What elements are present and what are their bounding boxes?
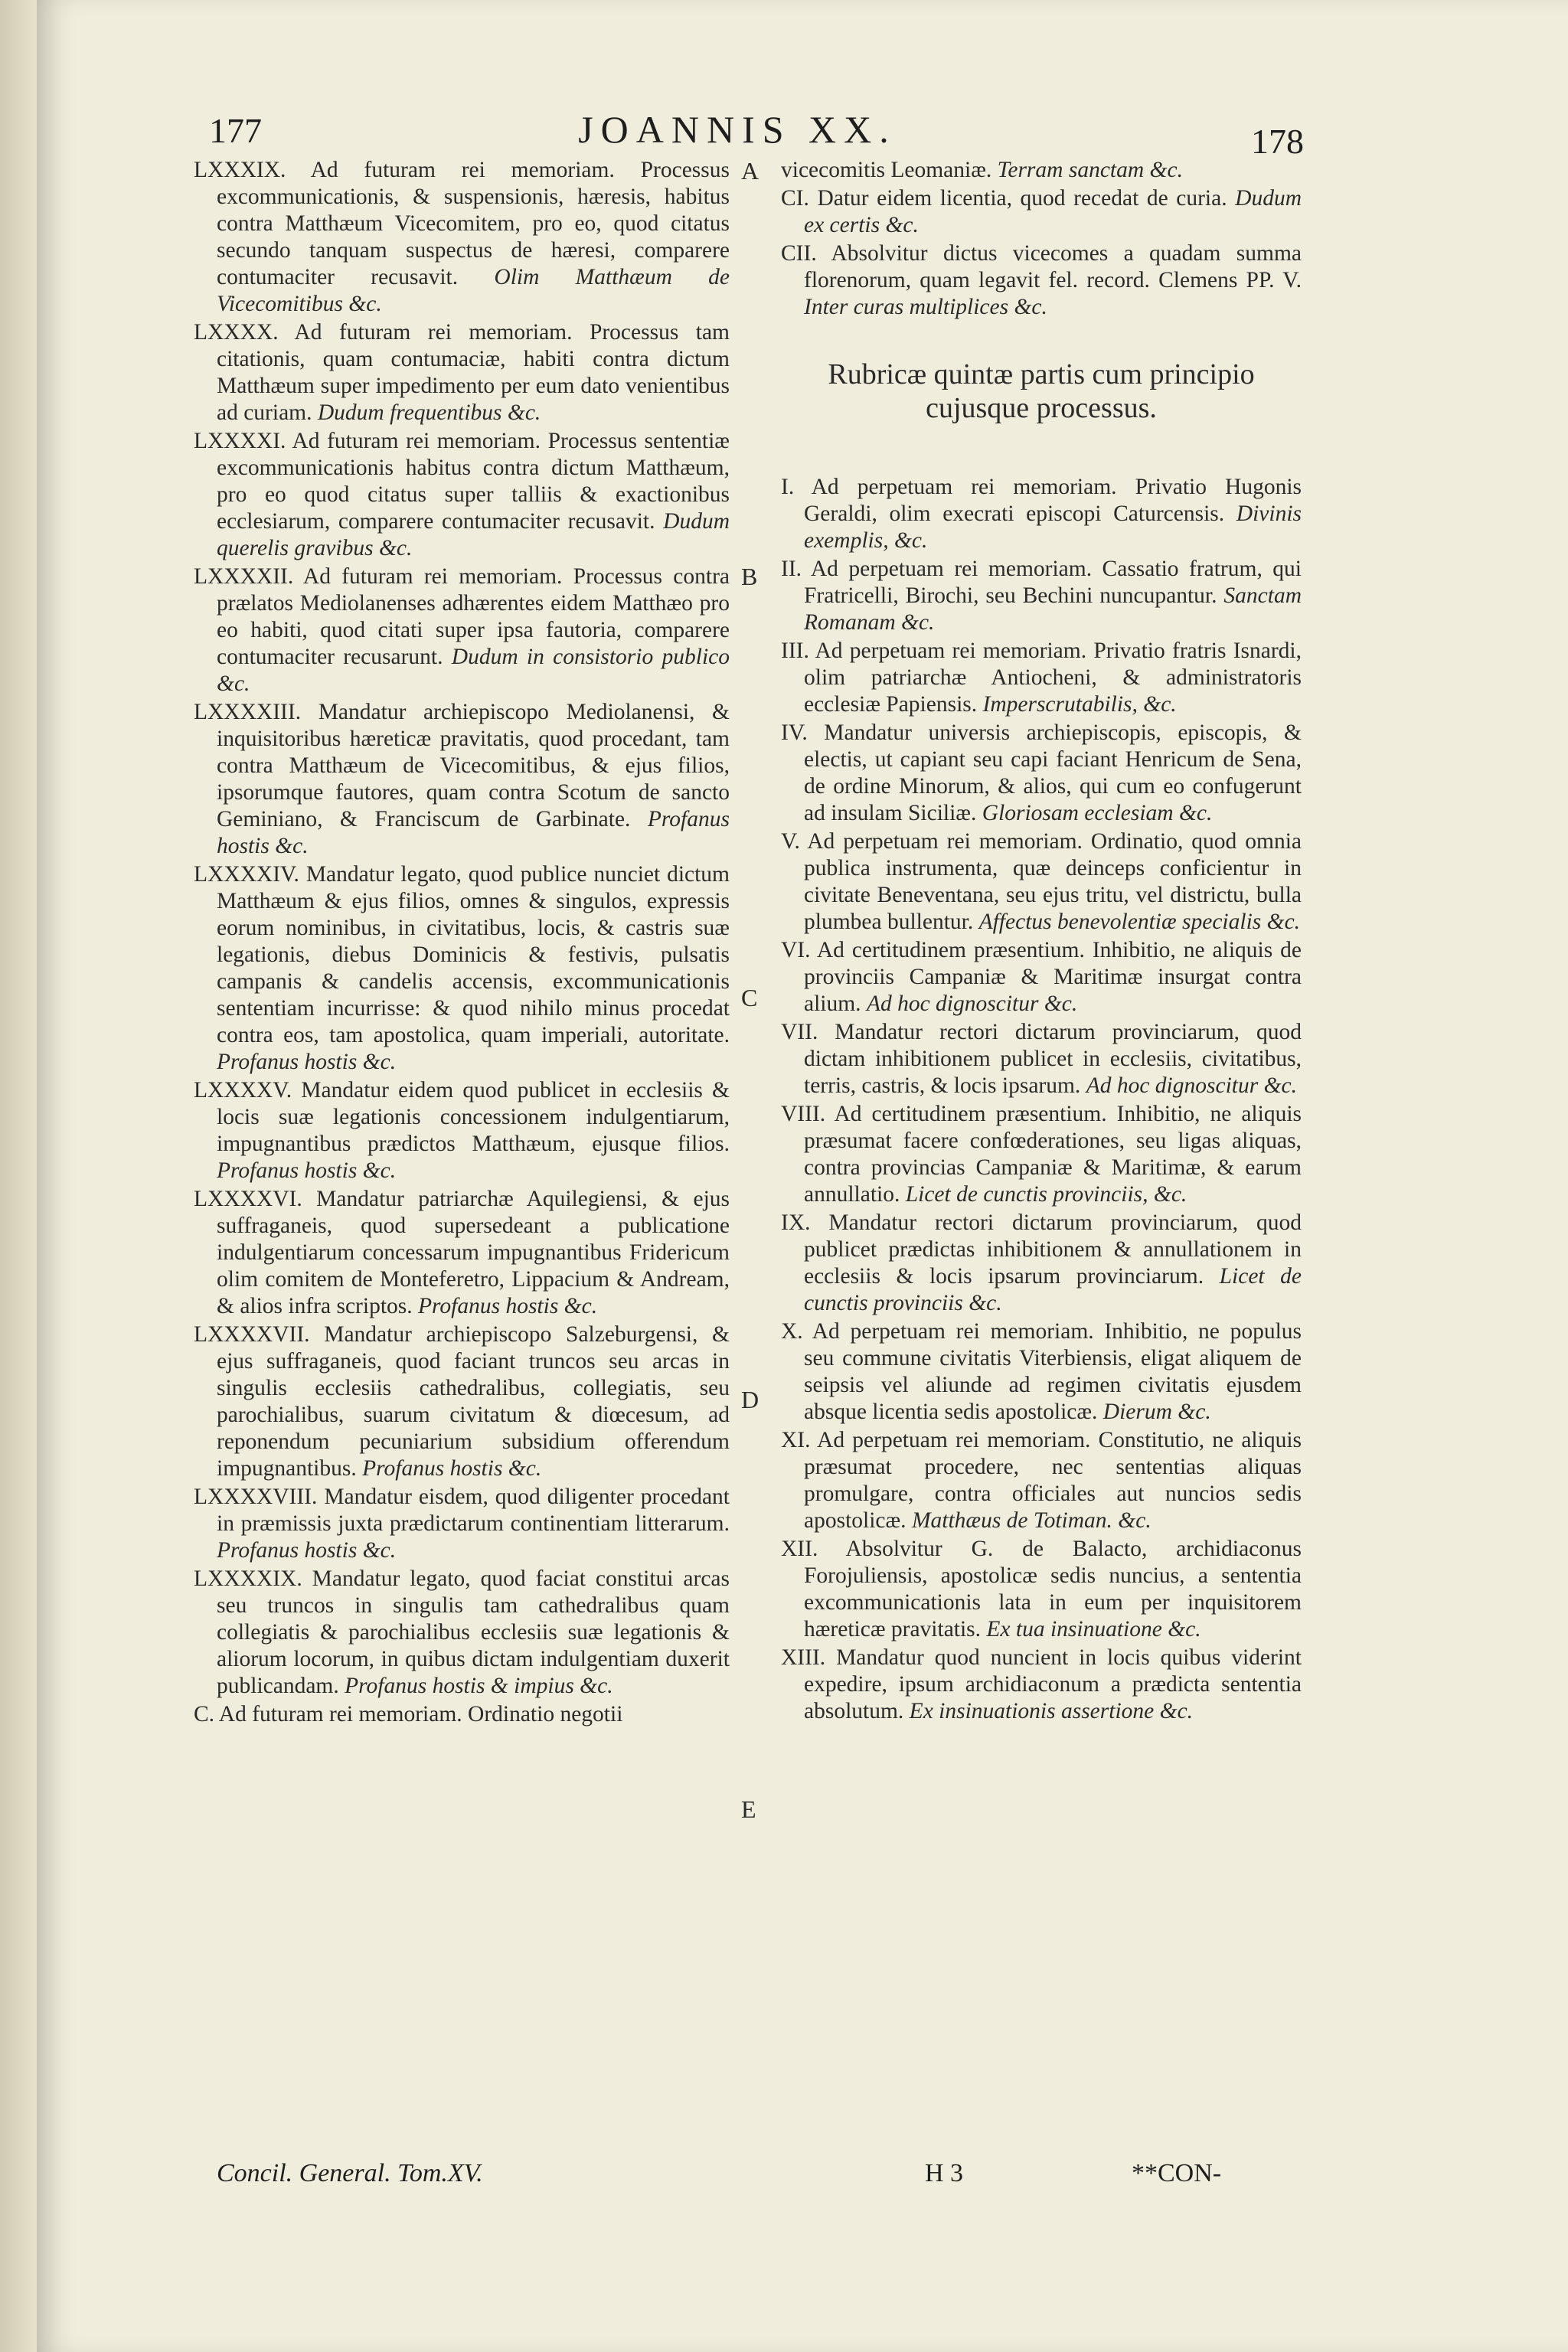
- rubric-text: LXXXXVIII. Mandatur eisdem, quod diligenter procedant in præmissis juxta prædictarum continentiam litterarum.: [194, 1485, 730, 1536]
- rubric-entry: [781, 157, 1302, 184]
- right-column-bottom: [781, 474, 1302, 1725]
- margin-letter-b: B: [741, 563, 758, 590]
- rubric-incipit: Profanus hostis &c.: [362, 1456, 542, 1481]
- rubric-text: II. Ad perpetuam rei memoriam. Cassatio fratrum, qui Fratricelli, Birochi, seu Bechini nuncupantur.: [781, 557, 1302, 608]
- rubric-text: LXXXX. Ad futuram rei memoriam. Processus tam citationis, quam contumaciæ, habiti contra dictum Matthæum super impedimento per eum dato venientibus ad curiam.: [194, 320, 730, 425]
- rubric-incipit: Ex insinuationis assertione &c.: [909, 1699, 1194, 1723]
- rubric-incipit: Licet de cunctis provinciis, &c.: [905, 1182, 1187, 1207]
- rubric-incipit: Ex tua insinuatione &c.: [986, 1617, 1201, 1642]
- rubric-text: LXXXXIII. Mandatur archiepiscopo Mediolanensi, & inquisitoribus hæreticæ pravitatis, quod procedant, tam contra Matthæum de Vicecomitibus, & ejus filios, ipsorumque fautores, quam contra Scotum de sancto Geminiano, & Franciscum de Garbinate.: [194, 700, 730, 831]
- left-column: [194, 157, 730, 1730]
- rubric-text: LXXXXVI. Mandatur patriarchæ Aquilegiensi, & ejus suffraganeis, quod supersedeant a publicatione indulgentiarum concessarum impugnantibus Fridericum olim comitem de Monteferetro, Lippacium & Andream, & alios infra scriptos.: [194, 1187, 730, 1318]
- running-title: JOANNIS XX.: [578, 108, 897, 151]
- footer-catchword: **CON-: [1132, 2159, 1222, 2187]
- rubric-text: C. Ad futuram rei memoriam. Ordinatio negotii: [194, 1702, 623, 1726]
- rubric-entry: [781, 720, 1302, 827]
- right-column: [781, 157, 1302, 1726]
- rubric-text: VIII. Ad certitudinem præsentium. Inhibitio, ne aliquis præsumat facere confœderationes, seu ligas aliquas, contra provincias Campaniæ & Maritimæ, & earum annullatio.: [781, 1102, 1302, 1207]
- rubric-incipit: Gloriosam ecclesiam &c.: [982, 801, 1213, 825]
- rubric-incipit: Ad hoc dignoscitur &c.: [866, 991, 1078, 1016]
- margin-letter-a: A: [741, 157, 760, 185]
- rubric-text: X. Ad perpetuam rei memoriam. Inhibitio, ne populus seu commune civitatis Viterbiensis, eligat aliquem de seipsis vel aliunde ad regimen civitatis ejusdem absque licentia sedis apostolicæ.: [781, 1319, 1302, 1424]
- section-title: Rubricæ quintæ partis cum principio cujusque processus.: [828, 358, 1255, 424]
- rubric-text: XI. Ad perpetuam rei memoriam. Constitutio, ne aliquis præsumat procedere, nec sententias aliquas promulgare, contra officiales aut nuncios sedis apostolicæ.: [781, 1428, 1302, 1533]
- rubric-text: CII. Absolvitur dictus vicecomes a quadam summa florenorum, quam legavit fel. record. Clemens PP. V.: [781, 241, 1302, 292]
- rubric-entry: [781, 1645, 1302, 1725]
- rubric-text: XII. Absolvitur G. de Balacto, archidiaconus Forojuliensis, apostolicæ sedis nuncius, a sententia excommunicationis lata in eum per inquisitorem hæreticæ pravitatis.: [781, 1537, 1302, 1642]
- rubric-incipit: Affectus benevolentiæ specialis &c.: [978, 910, 1301, 934]
- rubric-text: V. Ad perpetuam rei memoriam. Ordinatio, quod omnia publica instrumenta, quæ deinceps conficientur in civitate Beneventana, seu ejus tritu, vel districtu, bulla plumbea bullentur.: [781, 829, 1302, 934]
- margin-letter-e: E: [741, 1795, 756, 1823]
- rubric-entry: [194, 157, 730, 318]
- rubric-text: CI. Datur eidem licentia, quod recedat de curia.: [781, 186, 1227, 211]
- footer-sheet-mark: H 3: [925, 2159, 964, 2187]
- rubric-incipit: Imperscrutabilis, &c.: [982, 692, 1177, 717]
- rubric-text: I. Ad perpetuam rei memoriam. Privatio Hugonis Geraldi, olim execrati episcopi Caturcensis.: [781, 475, 1302, 526]
- rubric-entry: [194, 1484, 730, 1564]
- margin-letter-c: C: [741, 984, 758, 1011]
- rubric-entry: [781, 1318, 1302, 1426]
- rubric-entry: [781, 556, 1302, 636]
- rubric-incipit: Sanctam Romanam &c.: [804, 583, 1302, 635]
- rubric-text: LXXXXV. Mandatur eidem quod publicet in ecclesiis & locis suæ legationis concessionem indulgentiarum, impugnantibus prædictos Matthæum, ejusque filios.: [194, 1078, 730, 1156]
- rubric-text: LXXXXVII. Mandatur archiepiscopo Salzeburgensi, & ejus suffraganeis, quod faciant truncos seu arcas in singulis ecclesiis cathedralibus, collegiatis, seu parochialibus, suarum civitatum & diœcesum, ad reponendum pecuniarium subsidium offerendum impugnantibus.: [194, 1322, 730, 1481]
- rubric-entry: [781, 638, 1302, 718]
- rubric-entry: [194, 564, 730, 697]
- rubric-incipit: Ad hoc dignoscitur &c.: [1086, 1073, 1297, 1098]
- rubric-entry: [194, 1701, 730, 1728]
- rubric-incipit: Dudum in consistorio publico &c.: [217, 645, 730, 696]
- rubric-entry: [194, 1186, 730, 1320]
- rubric-entry: [781, 937, 1302, 1018]
- rubric-entry: [781, 185, 1302, 239]
- rubric-entry: [781, 1019, 1302, 1099]
- rubric-entry: [781, 1427, 1302, 1534]
- rubric-incipit: Inter curas multiplices &c.: [804, 295, 1047, 319]
- rubric-incipit: Profanus hostis &c.: [217, 1158, 397, 1183]
- rubric-text: VII. Mandatur rectori dictarum provinciarum, quod dictam inhibitionem publicet in ecclesiis, civitatibus, terris, castris, & locis ipsarum.: [781, 1020, 1302, 1098]
- rubric-incipit: Matthæus de Totiman. &c.: [911, 1508, 1152, 1533]
- rubric-entry: [194, 428, 730, 562]
- rubric-text: IV. Mandatur universis archiepiscopis, episcopis, & electis, ut capiant seu capi faciant Henricum de Sena, de ordine Minorum, & alios, qui cum eo confugerunt ad insulam Siciliæ.: [781, 720, 1302, 825]
- rubric-text: LXXXXI. Ad futuram rei memoriam. Processus sententiæ excommunicationis habitus contra dictum Matthæum, pro eo quod citatus super talliis & exactionibus ecclesiarum, comparere contumaciter recusavit.: [194, 429, 730, 534]
- rubric-incipit: Licet de cunctis provinciis &c.: [804, 1264, 1302, 1315]
- rubric-incipit: Profanus hostis & impius &c.: [345, 1674, 613, 1698]
- rubric-entry: [781, 474, 1302, 554]
- rubric-entry: [781, 828, 1302, 936]
- right-column-top: [781, 157, 1302, 321]
- page-number-left: 177: [209, 111, 262, 150]
- rubric-incipit: Divinis exemplis, &c.: [804, 501, 1302, 553]
- rubric-entry: [781, 1101, 1302, 1208]
- rubric-entry: [781, 1536, 1302, 1643]
- rubric-text: VI. Ad certitudinem præsentium. Inhibitio, ne aliquis de provinciis Campaniæ & Maritimæ insurgat contra alium.: [781, 938, 1302, 1016]
- rubric-text: LXXXXIV. Mandatur legato, quod publice nunciet dictum Matthæum & ejus filios, omnes & singulos, expressis eorum nominibus, in civitatibus, locis, & castris suæ legationis, diebus Dominicis & festivis, pulsatis campanis & candelis accensis, excommunicationis sententiam incurrisse: & quod nihilo minus procedat contra eos, tam apostolica, quam imperiali, autoritate.: [194, 862, 730, 1047]
- book-page: [37, 0, 1568, 2352]
- rubric-entry: [194, 699, 730, 860]
- rubric-entry: [194, 1566, 730, 1700]
- rubric-entry: [781, 240, 1302, 321]
- rubric-incipit: Dierum &c.: [1102, 1400, 1211, 1424]
- rubric-incipit: Profanus hostis &c.: [217, 1050, 397, 1074]
- rubric-text: LXXXXII. Ad futuram rei memoriam. Processus contra prælatos Mediolanenses adhærentes eidem Matthæo pro eo habiti, quod citati super ipsa fautoria, comparere contumaciter recusarunt.: [194, 564, 730, 669]
- rubric-entry: [194, 1321, 730, 1482]
- rubric-entry: [194, 861, 730, 1076]
- rubric-text: vicecomitis Leomaniæ.: [781, 158, 992, 182]
- rubric-incipit: Profanus hostis &c.: [217, 807, 730, 858]
- page-number-right: 178: [1251, 122, 1304, 161]
- rubric-text: LXXXXIX. Mandatur legato, quod faciat constitui arcas seu truncos in singulis tam cathedralibus quam collegiatis & parochialibus ecclesiis suæ legationis & aliorum locorum, in quibus dictam indulgentiam duxerit publicandam.: [194, 1566, 730, 1698]
- rubric-incipit: Dudum ex certis &c.: [804, 186, 1302, 237]
- rubric-incipit: Olim Matthæum de Vicecomitibus &c.: [217, 265, 730, 316]
- rubric-incipit: Profanus hostis &c.: [217, 1538, 397, 1563]
- rubric-entry: [194, 1077, 730, 1184]
- rubric-incipit: Terram sanctam &c.: [997, 158, 1183, 182]
- footer-signature: Concil. General. Tom.XV.: [217, 2159, 483, 2187]
- rubric-text: LXXXIX. Ad futuram rei memoriam. Processus excommunicationis, & suspensionis, hæresis, habitus contra Matthæum Vicecomitem, pro eo, quod citatus secundo tanquam suspectus de hæresi, comparere contumaciter recusavit.: [194, 158, 730, 289]
- rubric-incipit: Dudum frequentibus &c.: [317, 400, 541, 425]
- rubric-text: XIII. Mandatur quod nuncient in locis quibus viderint expedire, ipsum archidiaconum a prædicta sententia absolutum.: [781, 1645, 1302, 1723]
- rubric-text: IX. Mandatur rectori dictarum provinciarum, quod publicet prædictas inhibitionem & annullationem in ecclesiis & locis ipsarum provinciarum.: [781, 1210, 1302, 1289]
- rubric-incipit: Profanus hostis &c.: [418, 1294, 598, 1318]
- rubric-entry: [194, 319, 730, 426]
- running-header: [175, 100, 1304, 161]
- margin-letter-d: D: [741, 1386, 760, 1413]
- rubric-incipit: Dudum querelis gravibus &c.: [217, 509, 730, 560]
- adjacent-page-edge: [0, 0, 37, 2352]
- rubric-text: III. Ad perpetuam rei memoriam. Privatio fratris Isnardi, olim patriarchæ Antiocheni, & administratoris ecclesiæ Papiensis.: [781, 639, 1302, 717]
- rubric-entry: [781, 1210, 1302, 1317]
